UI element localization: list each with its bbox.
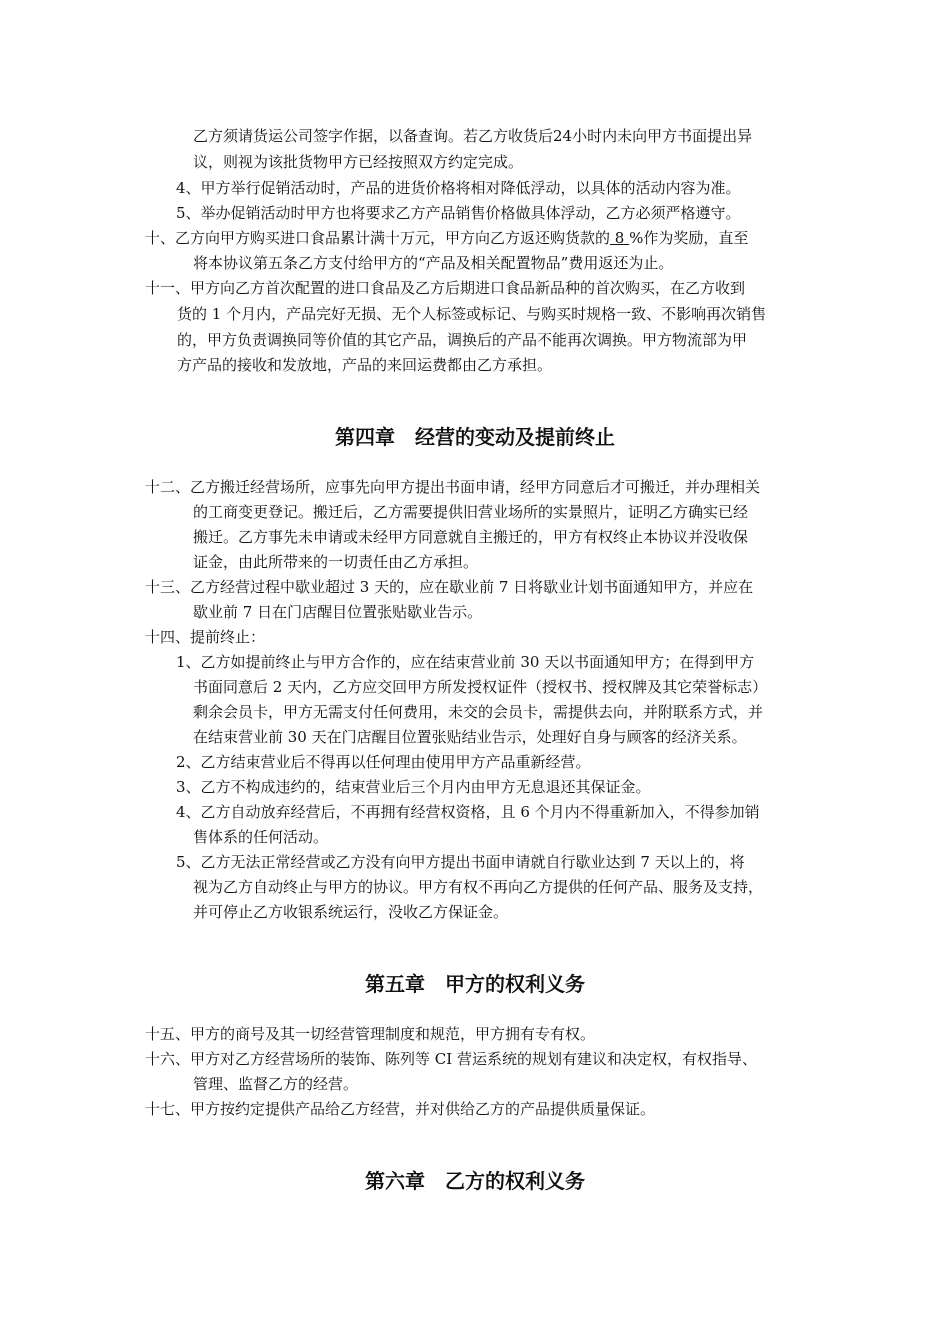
paragraph-line: 的，甲方负责调换同等价值的其它产品，调换后的产品不能再次调换。甲方物流部为甲 — [177, 331, 748, 349]
paragraph-line: 议，则视为该批货物甲方已经按照双方约定完成。 — [193, 153, 524, 171]
paragraph-line: 剩余会员卡，甲方无需支付任何费用，未交的会员卡，需提供去向，并附联系方式，并 — [193, 703, 764, 721]
paragraph-line: 货的 1 个月内，产品完好无损、无个人标签或标记、与购买时规格一致、不影响再次销售 — [177, 305, 767, 323]
article-10-percent: 8 — [610, 229, 630, 247]
paragraph-line: 乙方须请货运公司签字作据，以备查询。若乙方收货后24小时内未向甲方书面提出异 — [193, 127, 753, 145]
article-11: 十一、甲方向乙方首次配置的进口食品及乙方后期进口食品新品种的首次购买，在乙方收到 — [145, 279, 746, 297]
paragraph-line: 在结束营业前 30 天在门店醒目位置张贴结业告示，处理好自身与顾客的经济关系。 — [193, 728, 747, 746]
list-item-3: 3、乙方不构成违约的，结束营业后三个月内由甲方无息退还其保证金。 — [176, 778, 651, 796]
article-16: 十六、甲方对乙方经营场所的装饰、陈列等 CI 营运系统的规划有建议和决定权，有权指导、 — [145, 1050, 757, 1068]
list-item-5: 5、举办促销活动时甲方也将要求乙方产品销售价格做具体浮动，乙方必须严格遵守。 — [176, 204, 741, 222]
paragraph-line: 书面同意后 2 天内，乙方应交回甲方所发授权证件（授权书、授权牌及其它荣誉标志） — [193, 678, 768, 696]
list-item-4: 4、乙方自动放弃经营后，不再拥有经营权资格，且 6 个月内不得重新加入，不得参加销 — [176, 803, 760, 821]
paragraph-line: 将本协议第五条乙方支付给甲方的“产品及相关配置物品”费用返还为止。 — [193, 254, 674, 272]
paragraph-line: 视为乙方自动终止与甲方的协议。甲方有权不再向乙方提供的任何产品、服务及支持， — [193, 878, 764, 896]
paragraph-line: 售体系的任何活动。 — [193, 828, 329, 846]
list-item-2: 2、乙方结束营业后不得再以任何理由使用甲方产品重新经营。 — [176, 753, 591, 771]
article-12: 十二、乙方搬迁经营场所，应事先向甲方提出书面申请，经甲方同意后才可搬迁，并办理相关 — [145, 478, 761, 496]
list-item-5: 5、乙方无法正常经营或乙方没有向甲方提出书面申请就自行歇业达到 7 天以上的，将 — [176, 853, 745, 871]
article-10-text-post: %作为奖励，直至 — [629, 229, 749, 247]
article-10-text-pre: 十、乙方向甲方购买进口食品累计满十万元，甲方向乙方返还购货款的 — [145, 229, 611, 247]
paragraph-line: 证金，由此所带来的一切责任由乙方承担。 — [193, 553, 479, 571]
article-15: 十五、甲方的商号及其一切经营管理制度和规范，甲方拥有专有权。 — [145, 1025, 596, 1043]
article-10 — [145, 228, 748, 248]
paragraph-line: 并可停止乙方收银系统运行，没收乙方保证金。 — [193, 903, 509, 921]
paragraph-line: 搬迁。乙方事先未申请或未经甲方同意就自主搬迁的，甲方有权终止本协议并没收保 — [193, 528, 749, 546]
paragraph-line: 方产品的接收和发放地，产品的来回运费都由乙方承担。 — [177, 356, 553, 374]
article-14: 十四、提前终止： — [145, 628, 266, 646]
chapter-4-title: 第四章 经营的变动及提前终止 — [335, 425, 615, 449]
list-item-4: 4、甲方举行促销活动时，产品的进货价格将相对降低浮动，以具体的活动内容为准。 — [176, 179, 741, 197]
list-item-1: 1、乙方如提前终止与甲方合作的，应在结束营业前 30 天以书面通知甲方；在得到甲方 — [176, 653, 755, 671]
chapter-6-title: 第六章 乙方的权利义务 — [365, 1169, 585, 1193]
chapter-5-title: 第五章 甲方的权利义务 — [365, 972, 585, 996]
paragraph-line: 管理、监督乙方的经营。 — [193, 1075, 359, 1093]
paragraph-line: 的工商变更登记。搬迁后，乙方需要提供旧营业场所的实景照片，证明乙方确实已经 — [193, 503, 749, 521]
article-17: 十七、甲方按约定提供产品给乙方经营，并对供给乙方的产品提供质量保证。 — [145, 1100, 656, 1118]
paragraph-line: 歇业前 7 日在门店醒目位置张贴歇业告示。 — [193, 603, 483, 621]
article-13: 十三、乙方经营过程中歇业超过 3 天的，应在歇业前 7 日将歇业计划书面通知甲方，并应在 — [145, 578, 754, 596]
